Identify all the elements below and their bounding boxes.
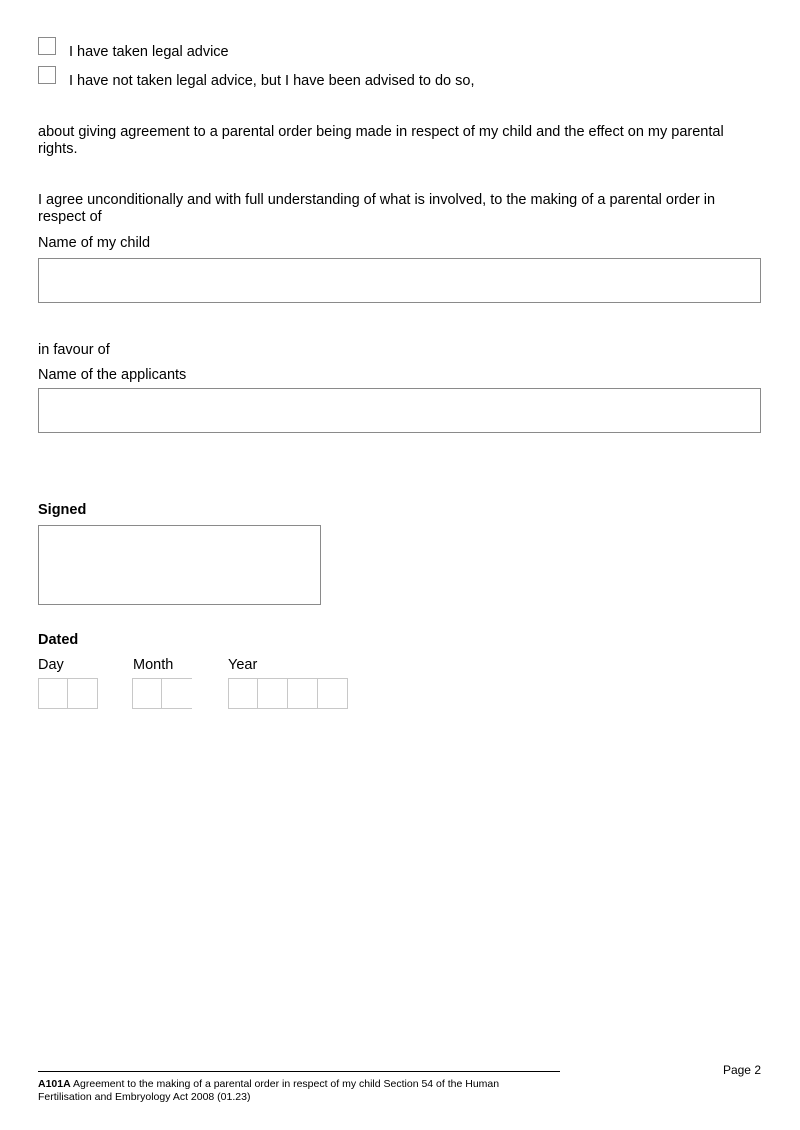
month-digit-cell[interactable] <box>132 678 162 709</box>
not-taken-legal-advice-checkbox[interactable] <box>38 66 56 84</box>
day-digit-cell[interactable] <box>38 678 68 709</box>
year-digit-cell[interactable] <box>258 678 288 709</box>
page-number: Page 2 <box>722 1063 761 1077</box>
taken-legal-advice-label: I have taken legal advice <box>69 44 229 60</box>
in-favour-label: in favour of <box>38 342 110 358</box>
taken-legal-advice-checkbox[interactable] <box>38 37 56 55</box>
advice-paragraph: about giving agreement to a parental order being made in respect of my child and the effect on my parental rights. <box>38 124 724 157</box>
year-digit-cell[interactable] <box>318 678 348 709</box>
applicants-name-label: Name of the applicants <box>38 367 187 383</box>
year-digit-cell[interactable] <box>228 678 258 709</box>
dated-label: Dated <box>38 632 79 648</box>
signature-field[interactable] <box>38 525 321 605</box>
not-taken-legal-advice-label: I have not taken legal advice, but I have been advised to do so, <box>69 73 475 89</box>
agreement-paragraph: I agree unconditionally and with full understanding of what is involved, to the making of a parental order in respect of <box>38 192 716 225</box>
form-description: Agreement to the making of a parental order in respect of my child Section 54 of the Human Fertilisation and Embryology Act 2008 (01.23) <box>38 1078 500 1103</box>
year-digit-cell[interactable] <box>288 678 318 709</box>
day-digit-cell[interactable] <box>68 678 98 709</box>
month-digit-cell[interactable] <box>162 678 192 709</box>
footer-divider <box>38 1071 560 1072</box>
month-input[interactable] <box>132 678 192 709</box>
day-input[interactable] <box>38 678 98 709</box>
footer-text <box>38 1078 518 1104</box>
month-label: Month <box>133 657 174 673</box>
year-label: Year <box>228 657 258 673</box>
child-name-field[interactable] <box>38 258 761 303</box>
day-label: Day <box>38 657 64 673</box>
applicants-name-field[interactable] <box>38 388 761 433</box>
form-code: A101A <box>38 1078 71 1090</box>
year-input[interactable] <box>228 678 348 709</box>
signed-label: Signed <box>38 502 87 518</box>
child-name-label: Name of my child <box>38 235 151 251</box>
